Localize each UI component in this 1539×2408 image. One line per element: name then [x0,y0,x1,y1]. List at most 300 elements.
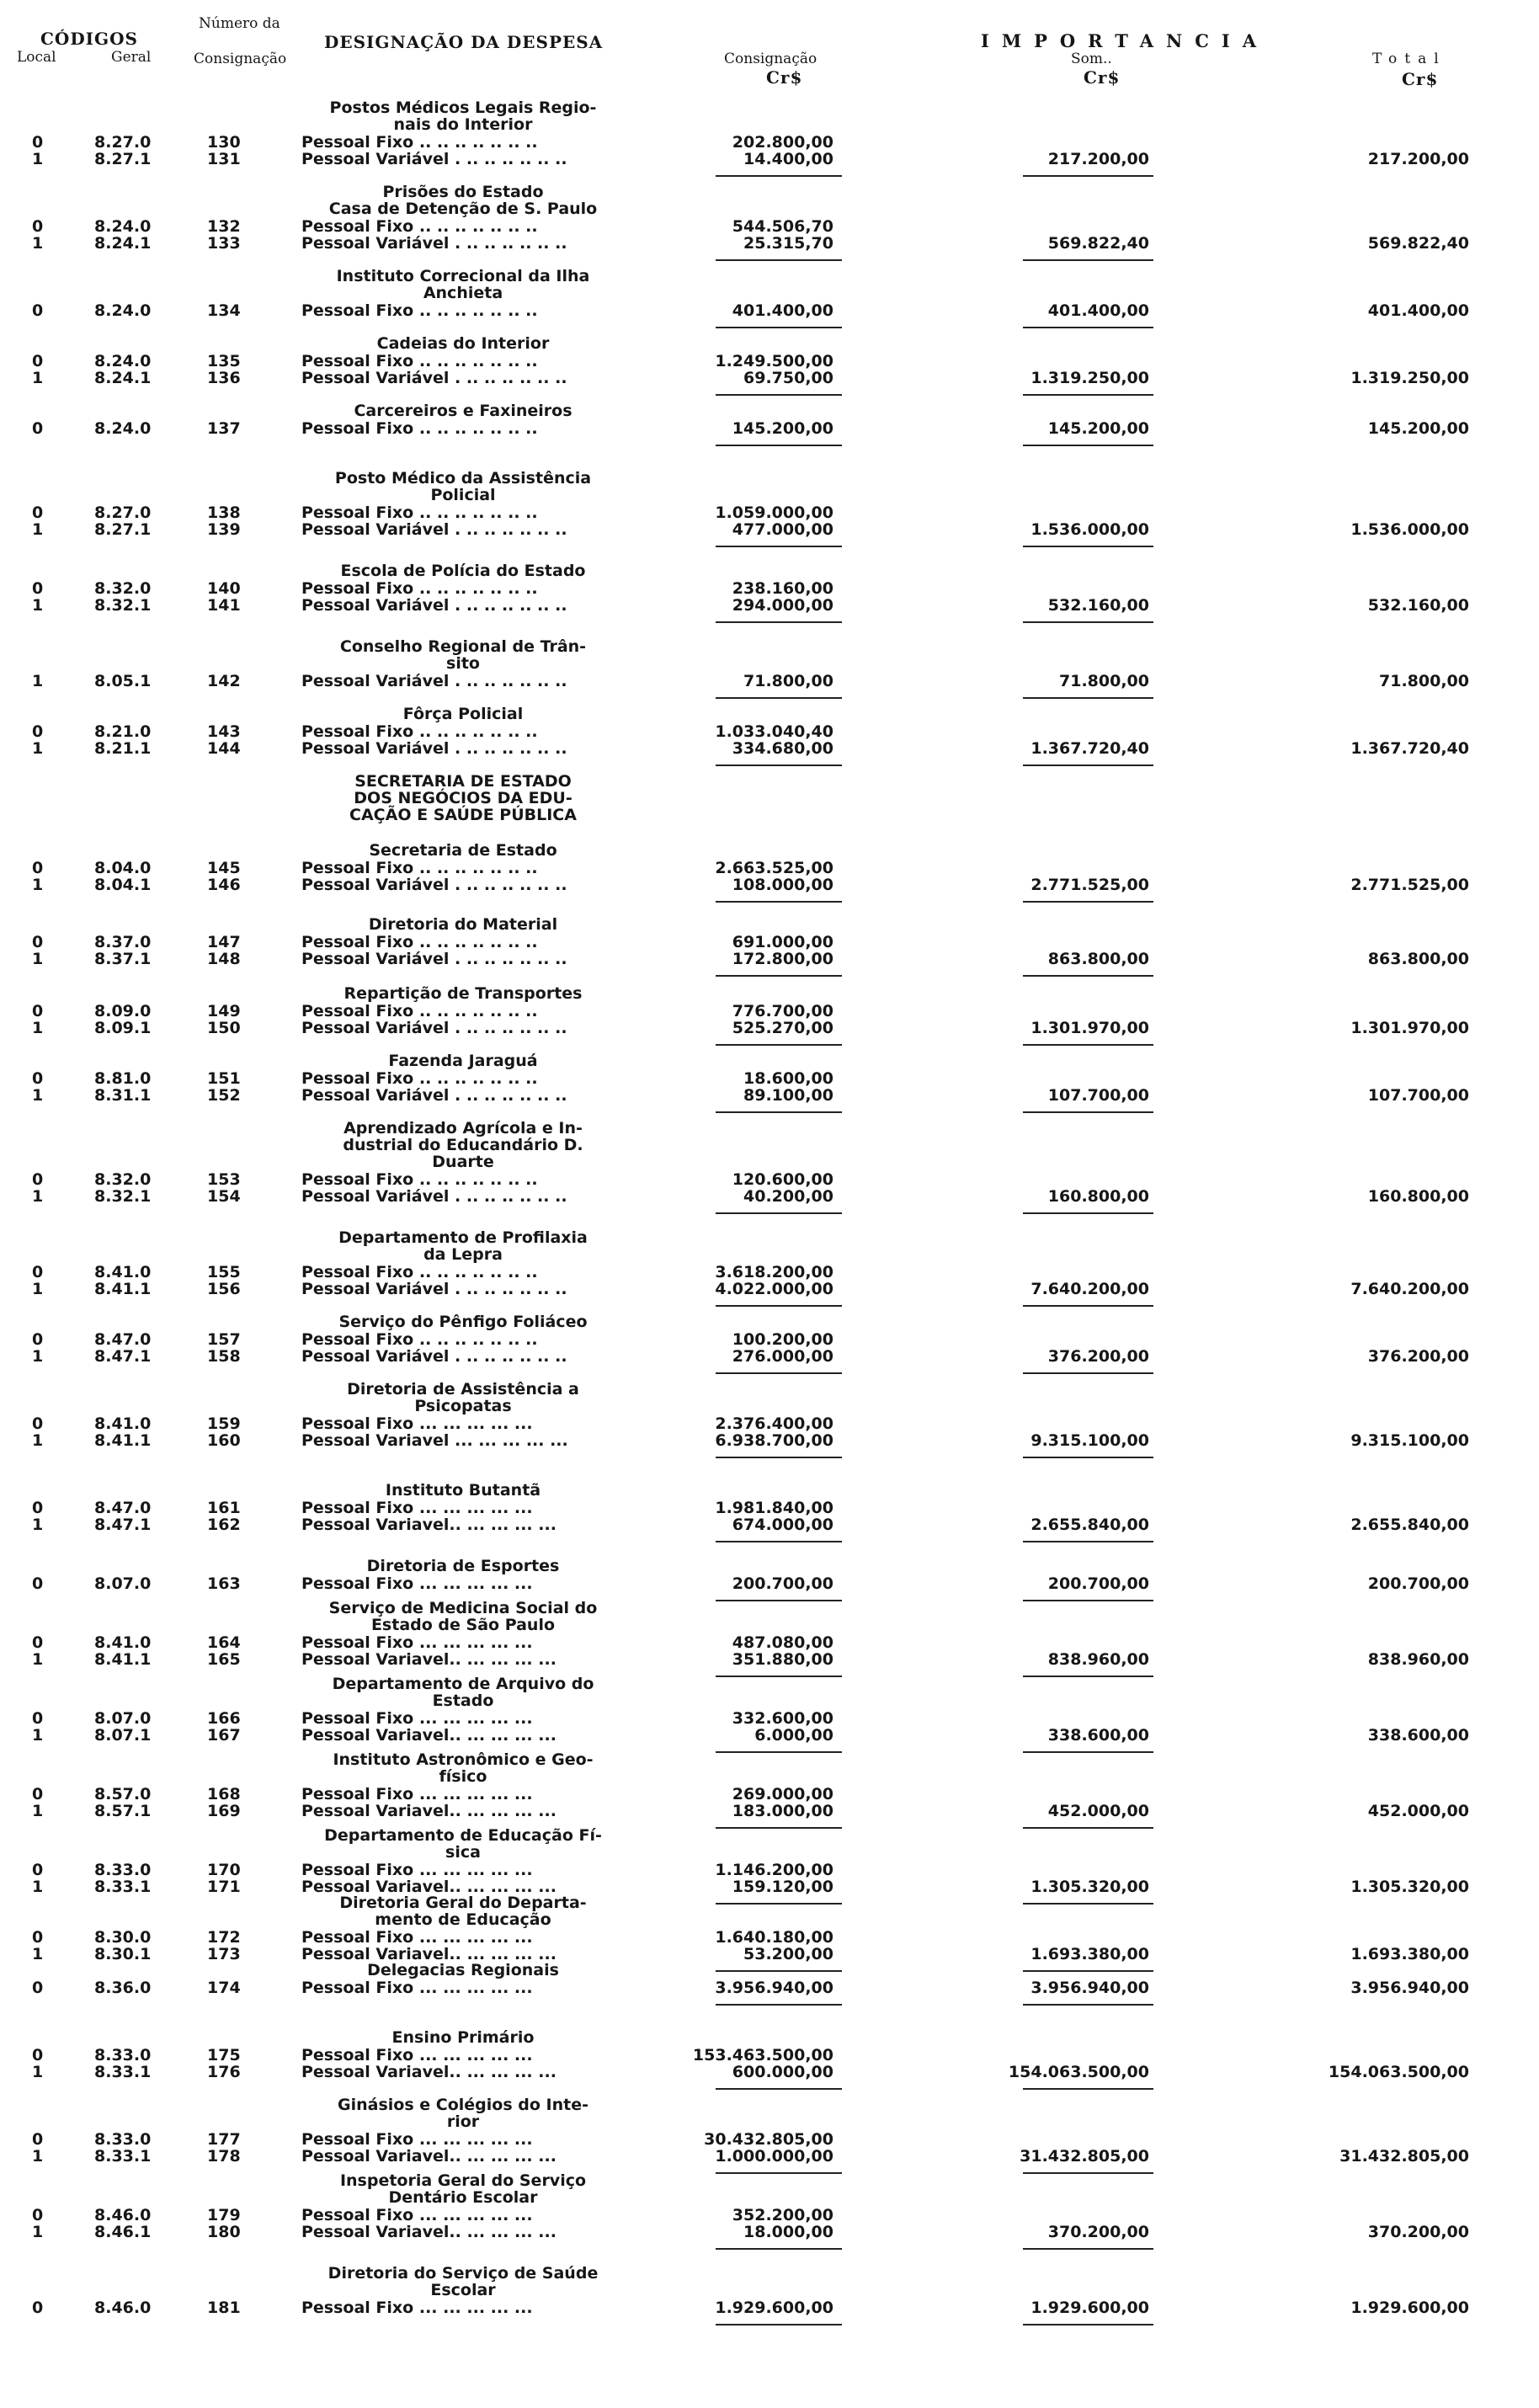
consignacao-number: 143 [207,722,241,741]
group-title-line: Serviço do Pênfigo Foliáceo [338,1313,588,1331]
consignacao-number: 138 [207,503,241,522]
consignacao-value: 351.880,00 [732,1650,833,1669]
consignacao-value: 159.120,00 [732,1878,833,1896]
code-local: 1 [32,1187,44,1206]
group-total: 401.400,00 [1367,301,1469,320]
expense-description: Pessoal Variavel.. ... ... ... ... [301,2223,556,2241]
consignacao-value: 3.956.940,00 [715,1979,833,1997]
consignacao-value: 334.680,00 [732,739,833,758]
code-local: 0 [32,1170,44,1189]
group-title [303,1558,623,1574]
group-title [303,2096,623,2130]
code-geral: 8.81.0 [94,1069,152,1088]
consignacao-value: 40.200,00 [743,1187,833,1206]
code-local: 1 [32,1019,44,1037]
sum-underline [1023,697,1153,699]
code-local: 0 [32,2130,44,2149]
consignacao-underline [716,445,842,446]
sum-underline [1023,1541,1153,1542]
group-title-line: Serviço de Medicina Social do [328,1599,598,1617]
consignacao-underline [716,1111,842,1113]
consignacao-number: 144 [207,739,241,758]
code-geral: 8.46.1 [94,2223,152,2241]
code-geral: 8.31.1 [94,1086,152,1105]
code-geral: 8.47.0 [94,1499,152,1517]
consignacao-number: 147 [207,933,241,951]
group-sum: 71.800,00 [1059,672,1149,690]
sum-underline [1023,1212,1153,1214]
expense-description: Pessoal Variável . .. .. .. .. .. .. [301,1086,567,1105]
header-geral: Geral [111,49,152,66]
group-title [303,1381,623,1414]
expense-description: Pessoal Fixo ... ... ... ... ... [301,1709,533,1728]
code-geral: 8.24.0 [94,352,152,370]
expense-description: Pessoal Fixo .. .. .. .. .. .. .. [301,579,538,598]
consignacao-number: 167 [207,1726,241,1745]
consignacao-value: 401.400,00 [732,301,833,320]
group-title [303,916,623,933]
consignacao-number: 160 [207,1431,241,1450]
group-title-line: nais do Interior [393,115,533,134]
group-title [303,184,623,217]
group-sum: 452.000,00 [1047,1802,1149,1820]
group-title-line: Inspetoria Geral do Serviço [339,2171,587,2190]
consignacao-value: 172.800,00 [732,950,833,968]
group-sum: 1.693.380,00 [1030,1945,1149,1963]
consignacao-value: 1.059.000,00 [715,503,833,522]
code-local: 0 [32,419,44,438]
sum-underline [1023,1305,1153,1307]
code-local: 0 [32,933,44,951]
consignacao-number: 155 [207,1263,241,1281]
consignacao-underline [716,2324,842,2325]
consignacao-number: 175 [207,2046,241,2064]
group-title-line: Aprendizado Agrícola e In- [343,1119,583,1137]
code-local: 0 [32,1574,44,1593]
group-title [303,1600,623,1633]
consignacao-underline [716,1212,842,1214]
group-title-line: mento de Educação [375,1910,551,1929]
code-geral: 8.32.0 [94,579,152,598]
group-title [303,1675,623,1709]
expense-description: Pessoal Fixo .. .. .. .. .. .. .. [301,1002,538,1020]
expense-description: Pessoal Variável . .. .. .. .. .. .. [301,150,567,168]
consignacao-value: 153.463.500,00 [692,2046,833,2064]
expense-description: Pessoal Variavel.. ... ... ... ... [301,2147,556,2166]
header-total-unit: Cr$ [1402,69,1439,89]
code-geral: 8.27.0 [94,503,152,522]
consignacao-number: 130 [207,133,241,152]
group-title [303,1827,623,1861]
header-importancia: IMPORTANCIA [981,30,1270,51]
consignacao-value: 53.200,00 [743,1945,833,1963]
consignacao-number: 172 [207,1928,241,1947]
consignacao-number: 134 [207,301,241,320]
group-total: 1.301.970,00 [1350,1019,1469,1037]
group-total: 863.800,00 [1367,950,1469,968]
consignacao-value: 6.000,00 [754,1726,833,1745]
code-local: 1 [32,234,44,253]
group-title [303,1120,623,1170]
group-title-line: Secretaria de Estado [369,841,557,860]
consignacao-underline [716,2248,842,2250]
consignacao-number: 146 [207,876,241,894]
expense-description: Pessoal Fixo .. .. .. .. .. .. .. [301,933,538,951]
code-geral: 8.57.1 [94,1802,152,1820]
expense-description: Pessoal Fixo ... ... ... ... ... [301,1574,533,1593]
group-title-line: Diretoria Geral do Departa- [339,1894,587,1912]
consignacao-value: 352.200,00 [732,2206,833,2224]
code-geral: 8.33.0 [94,2130,152,2149]
sum-underline [1023,1827,1153,1829]
code-geral: 8.09.0 [94,1002,152,1020]
group-sum: 1.929.600,00 [1030,2299,1149,2317]
consignacao-number: 171 [207,1878,241,1896]
group-total: 838.960,00 [1367,1650,1469,1669]
expense-description: Pessoal Fixo ... ... ... ... ... [301,2130,533,2149]
expense-description: Pessoal Fixo .. .. .. .. .. .. .. [301,419,538,438]
code-local: 0 [32,217,44,236]
consignacao-number: 137 [207,419,241,438]
header-consignacao-col: Consignação [194,51,287,67]
section-heading [303,773,623,823]
group-total: 1.305.320,00 [1350,1878,1469,1896]
header-numero-da: Número da [199,15,280,32]
expense-description: Pessoal Fixo ... ... ... ... ... [301,1499,533,1517]
expense-description: Pessoal Variável . .. .. .. .. .. .. [301,520,567,539]
expense-description: Pessoal Fixo .. .. .. .. .. .. .. [301,503,538,522]
consignacao-value: 100.200,00 [732,1330,833,1349]
sum-underline [1023,975,1153,977]
code-local: 0 [32,579,44,598]
consignacao-number: 139 [207,520,241,539]
group-title-line: Posto Médico da Assistência [334,469,592,487]
code-geral: 8.37.1 [94,950,152,968]
consignacao-underline [716,394,842,396]
expense-description: Pessoal Variavel.. ... ... ... ... [301,1945,556,1963]
code-local: 0 [32,1414,44,1433]
consignacao-underline [716,621,842,623]
group-title-line: sica [445,1843,481,1862]
group-sum: 2.771.525,00 [1030,876,1149,894]
header-som-unit: Cr$ [1084,67,1121,88]
group-title-line: sito [446,654,480,673]
code-local: 0 [32,1069,44,1088]
code-local: 1 [32,596,44,615]
group-sum: 31.432.805,00 [1020,2147,1149,2166]
expense-description: Pessoal Variável . .. .. .. .. .. .. [301,596,567,615]
expense-description: Pessoal Fixo .. .. .. .. .. .. .. [301,859,538,877]
code-local: 1 [32,739,44,758]
group-title-line: físico [439,1767,487,1786]
code-local: 0 [32,503,44,522]
expense-description: Pessoal Fixo ... ... ... ... ... [301,2206,533,2224]
group-title-line: Diretoria do Material [368,915,558,934]
group-title [303,2029,623,2046]
consignacao-underline [716,1751,842,1753]
consignacao-number: 169 [207,1802,241,1820]
consignacao-value: 2.663.525,00 [715,859,833,877]
group-title-line: Conselho Regional de Trân- [339,637,587,656]
group-total: 338.600,00 [1367,1726,1469,1745]
expense-description: Pessoal Variavel.. ... ... ... ... [301,1726,556,1745]
expense-description: Pessoal Fixo .. .. .. .. .. .. .. [301,301,538,320]
code-local: 0 [32,722,44,741]
group-sum: 7.640.200,00 [1030,1280,1149,1298]
expense-description: Pessoal Variavel.. ... ... ... ... [301,1878,556,1896]
group-total: 1.319.250,00 [1350,369,1469,387]
expense-description: Pessoal Fixo ... ... ... ... ... [301,1861,533,1879]
code-local: 1 [32,2223,44,2241]
consignacao-value: 294.000,00 [732,596,833,615]
sum-underline [1023,394,1153,396]
group-title [303,562,623,579]
group-title [303,1313,623,1330]
sum-underline [1023,2004,1153,2006]
code-geral: 8.27.0 [94,133,152,152]
code-geral: 8.33.1 [94,1878,152,1896]
section-heading-line: DOS NEGÓCIOS DA EDU- [354,789,572,807]
group-total: 532.160,00 [1367,596,1469,615]
consignacao-underline [716,175,842,177]
consignacao-number: 174 [207,1979,241,1997]
sum-underline [1023,2172,1153,2174]
code-local: 1 [32,1945,44,1963]
sum-underline [1023,2088,1153,2090]
expense-description: Pessoal Fixo .. .. .. .. .. .. .. [301,722,538,741]
consignacao-value: 25.315,70 [743,234,833,253]
code-local: 0 [32,2299,44,2317]
consignacao-underline [716,764,842,766]
group-title [303,1751,623,1785]
group-title [303,99,623,133]
sum-underline [1023,1457,1153,1458]
consignacao-value: 776.700,00 [732,1002,833,1020]
group-title-line: Diretoria de Assistência a [347,1380,579,1398]
group-title-line: Instituto Astronômico e Geo- [333,1750,594,1769]
group-total: 2.655.840,00 [1350,1516,1469,1534]
group-title-line: Departamento de Profilaxia [338,1228,588,1247]
consignacao-value: 1.640.180,00 [715,1928,833,1947]
group-title [303,842,623,859]
code-local: 1 [32,369,44,387]
code-local: 0 [32,133,44,152]
code-geral: 8.33.1 [94,2063,152,2081]
group-sum: 1.319.250,00 [1030,369,1149,387]
group-total: 217.200,00 [1367,150,1469,168]
sum-underline [1023,1970,1153,1972]
group-title-line: rior [446,2112,480,2131]
consignacao-value: 276.000,00 [732,1347,833,1366]
code-geral: 8.33.0 [94,1861,152,1879]
code-local: 1 [32,1802,44,1820]
sum-underline [1023,1600,1153,1601]
group-title-line: Casa de Detenção de S. Paulo [328,200,598,218]
expense-description: Pessoal Fixo .. .. .. .. .. .. .. [301,1069,538,1088]
code-geral: 8.41.0 [94,1263,152,1281]
group-sum: 200.700,00 [1047,1574,1149,1593]
group-title [303,1229,623,1263]
group-title-line: Escolar [430,2281,496,2299]
group-total: 569.822,40 [1367,234,1469,253]
group-sum: 154.063.500,00 [1008,2063,1149,2081]
expense-description: Pessoal Fixo ... ... ... ... ... [301,1785,533,1803]
code-local: 0 [32,1928,44,1947]
expense-description: Pessoal Variavel ... ... ... ... ... [301,1431,568,1450]
consignacao-value: 691.000,00 [732,933,833,951]
consignacao-underline [716,1372,842,1374]
sum-underline [1023,2324,1153,2325]
group-total: 200.700,00 [1367,1574,1469,1593]
consignacao-underline [716,2004,842,2006]
code-local: 0 [32,1633,44,1652]
sum-underline [1023,1675,1153,1677]
group-total: 3.956.940,00 [1350,1979,1469,1997]
sum-underline [1023,1751,1153,1753]
group-title-line: Diretoria do Serviço de Saúde [328,2264,599,2283]
code-local: 1 [32,950,44,968]
group-sum: 569.822,40 [1047,234,1149,253]
consignacao-number: 173 [207,1945,241,1963]
expense-description: Pessoal Fixo .. .. .. .. .. .. .. [301,133,538,152]
consignacao-underline [716,1827,842,1829]
consignacao-underline [716,327,842,328]
code-geral: 8.30.0 [94,1928,152,1947]
group-title-line: Instituto Correcional da Ilha [336,267,590,285]
code-geral: 8.09.1 [94,1019,152,1037]
code-geral: 8.27.1 [94,150,152,168]
code-local: 1 [32,876,44,894]
group-total: 160.800,00 [1367,1187,1469,1206]
consignacao-value: 69.750,00 [743,369,833,387]
sum-underline [1023,445,1153,446]
code-geral: 8.24.0 [94,419,152,438]
code-geral: 8.32.1 [94,1187,152,1206]
group-sum: 2.655.840,00 [1030,1516,1149,1534]
expense-description: Pessoal Fixo ... ... ... ... ... [301,1633,533,1652]
consignacao-value: 1.981.840,00 [715,1499,833,1517]
consignacao-value: 1.033.040,40 [715,722,833,741]
section-heading-line: SECRETARIA DE ESTADO [354,772,572,791]
consignacao-value: 30.432.805,00 [704,2130,833,2149]
group-title-line: Repartição de Transportes [343,984,583,1003]
group-title [303,268,623,301]
group-total: 376.200,00 [1367,1347,1469,1366]
group-title-line: Postos Médicos Legais Regio- [329,99,597,117]
code-geral: 8.41.1 [94,1650,152,1669]
consignacao-number: 176 [207,2063,241,2081]
sum-underline [1023,175,1153,177]
code-local: 0 [32,1330,44,1349]
consignacao-number: 156 [207,1280,241,1298]
consignacao-underline [716,1600,842,1601]
consignacao-value: 120.600,00 [732,1170,833,1189]
code-geral: 8.32.1 [94,596,152,615]
group-sum: 338.600,00 [1047,1726,1149,1745]
consignacao-value: 1.249.500,00 [715,352,833,370]
code-geral: 8.21.1 [94,739,152,758]
code-local: 1 [32,1516,44,1534]
group-title-line: Cadeias do Interior [376,334,550,353]
group-title-line: dustrial do Educandário D. [343,1136,583,1154]
code-local: 0 [32,1263,44,1281]
consignacao-number: 168 [207,1785,241,1803]
group-title-line: Duarte [432,1153,494,1171]
sum-underline [1023,901,1153,903]
group-title [303,335,623,352]
consignacao-number: 150 [207,1019,241,1037]
consignacao-number: 142 [207,672,241,690]
expense-description: Pessoal Variável . .. .. .. .. .. .. [301,369,567,387]
code-geral: 8.33.0 [94,2046,152,2064]
group-title [303,2172,623,2206]
consignacao-number: 135 [207,352,241,370]
group-sum: 370.200,00 [1047,2223,1149,2241]
expense-description: Pessoal Variavel.. ... ... ... ... [301,1650,556,1669]
group-sum: 217.200,00 [1047,150,1149,168]
expense-description: Pessoal Variável . .. .. .. .. .. .. [301,739,567,758]
consignacao-number: 162 [207,1516,241,1534]
consignacao-underline [716,2088,842,2090]
code-geral: 8.07.0 [94,1709,152,1728]
consignacao-value: 332.600,00 [732,1709,833,1728]
sum-underline [1023,327,1153,328]
code-local: 1 [32,1726,44,1745]
consignacao-value: 1.929.600,00 [715,2299,833,2317]
consignacao-number: 165 [207,1650,241,1669]
code-local: 1 [32,2063,44,2081]
code-local: 0 [32,1709,44,1728]
code-geral: 8.04.1 [94,876,152,894]
header-local: Local [17,49,56,66]
consignacao-underline [716,697,842,699]
code-local: 1 [32,1431,44,1450]
expense-description: Pessoal Variável . .. .. .. .. .. .. [301,1280,567,1298]
group-title-line: Fazenda Jaraguá [388,1052,538,1070]
group-title-line: Fôrça Policial [402,705,524,723]
expense-description: Pessoal Variavel.. ... ... ... ... [301,1516,556,1534]
code-geral: 8.47.1 [94,1516,152,1534]
group-sum: 401.400,00 [1047,301,1149,320]
group-sum: 1.301.970,00 [1030,1019,1149,1037]
code-geral: 8.24.1 [94,369,152,387]
consignacao-value: 202.800,00 [732,133,833,152]
group-title-line: Diretoria de Esportes [366,1557,560,1575]
expense-description: Pessoal Variável . .. .. .. .. .. .. [301,672,567,690]
group-title [303,638,623,672]
group-title-line: Delegacias Regionais [367,1961,559,1979]
expense-description: Pessoal Variável . .. .. .. .. .. .. [301,234,567,253]
code-local: 1 [32,1086,44,1105]
consignacao-underline [716,2172,842,2174]
expense-description: Pessoal Fixo .. .. .. .. .. .. .. [301,352,538,370]
group-total: 1.693.380,00 [1350,1945,1469,1963]
consignacao-value: 525.270,00 [732,1019,833,1037]
consignacao-value: 183.000,00 [732,1802,833,1820]
code-local: 1 [32,1280,44,1298]
code-geral: 8.24.1 [94,234,152,253]
expense-description: Pessoal Variável . .. .. .. .. .. .. [301,1019,567,1037]
group-sum: 838.960,00 [1047,1650,1149,1669]
consignacao-value: 200.700,00 [732,1574,833,1593]
consignacao-number: 153 [207,1170,241,1189]
consignacao-number: 151 [207,1069,241,1088]
group-title-line: Ensino Primário [391,2028,535,2047]
header-designacao: DESIGNAÇÃO DA DESPESA [324,32,604,52]
consignacao-number: 149 [207,1002,241,1020]
code-geral: 8.57.0 [94,1785,152,1803]
code-geral: 8.41.0 [94,1633,152,1652]
